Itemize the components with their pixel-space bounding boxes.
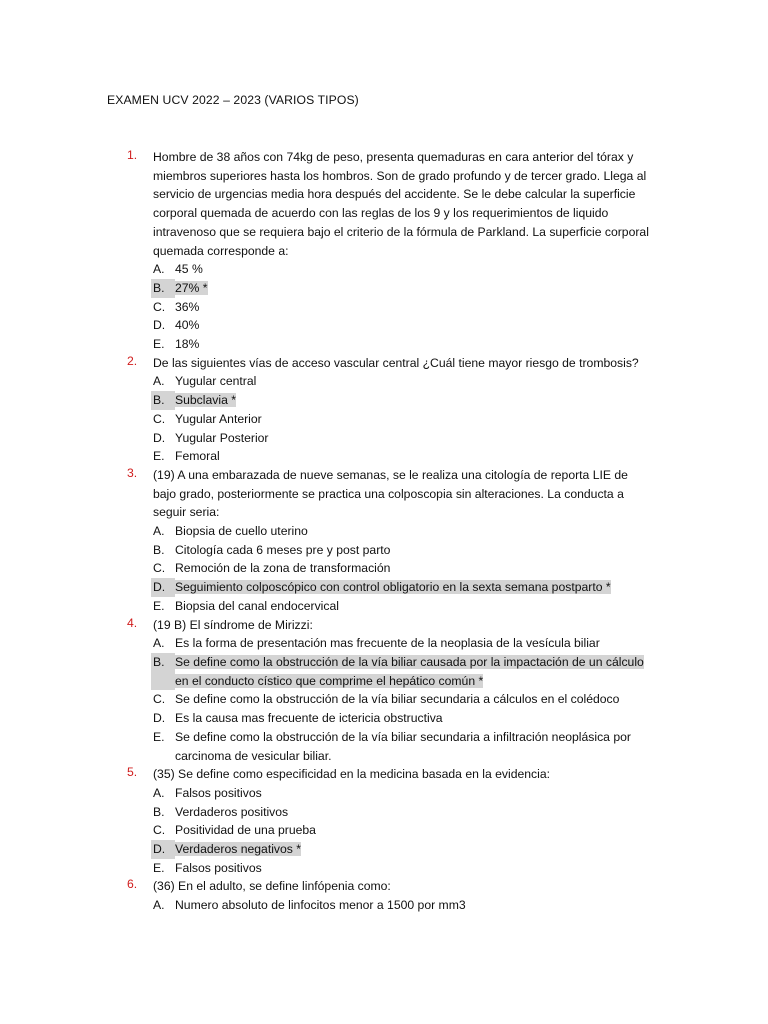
option-text: Falsos positivos [175, 785, 262, 800]
answer-option [151, 784, 768, 803]
document-title: EXAMEN UCV 2022 – 2023 (VARIOS TIPOS) [107, 93, 359, 107]
option-letter: A. [153, 636, 165, 651]
answer-option-correct [151, 840, 768, 859]
option-text: Se define como la obstrucción de la vía biliar secundaria a infiltración neoplásica por carcinoma de vesicular biliar. [175, 729, 631, 763]
option-list [0, 896, 768, 915]
question-text: (36) En el adulto, se define linfópenia como: [153, 879, 391, 894]
answer-option [151, 410, 768, 429]
answer-option [151, 429, 768, 448]
answer-option [151, 541, 768, 560]
answer-option [151, 559, 768, 578]
option-letter: E. [153, 860, 165, 875]
option-text: Biopsia del canal endocervical [175, 598, 339, 613]
question-text: Hombre de 38 años con 74kg de peso, presenta quemaduras en cara anterior del tórax y miembros superiores hasta los hombros. Son de grado profundo y de tercer grado. Llega al servicio de urgencias media hora después del accidente. Se le debe calcular la superficie corporal quemada de acuerdo con las reglas de los 9 y los requerimientos de liquido intravenoso que se requiera bajo el criterio de la fórmula de Parkland. La superficie corporal quemada corresponde a: [153, 150, 649, 258]
option-letter: C. [153, 299, 166, 314]
option-list [0, 634, 768, 765]
option-letter: D. [153, 318, 166, 333]
question-number: 1. [127, 148, 138, 162]
option-text: Subclavia * [175, 393, 236, 408]
answer-option [151, 260, 768, 279]
question-number: 6. [127, 877, 138, 892]
option-letter: D. [153, 430, 166, 445]
answer-option [151, 803, 768, 822]
option-letter: A. [153, 524, 165, 539]
option-letter: C. [153, 561, 166, 576]
option-text: Yugular Posterior [175, 430, 269, 445]
answer-option [151, 335, 768, 354]
option-text: Verdaderos positivos [175, 804, 289, 819]
question-text: (19) A una embarazada de nueve semanas, se le realiza una citología de reporta LIE de bajo grado, posteriormente se practica una colposcopia sin alteraciones. La conducta a seguir seria: [153, 467, 628, 520]
question-number: 5. [127, 765, 138, 780]
option-text: Yugular central [175, 374, 257, 389]
option-letter: C. [153, 823, 166, 838]
question-item [0, 877, 768, 914]
option-text: Se define como la obstrucción de la vía biliar causada por la impactación de un cálculo en el conducto cístico que comprime el hepático común * [175, 654, 644, 688]
answer-option [151, 372, 768, 391]
option-text: Yugular Anterior [175, 411, 262, 426]
answer-option-correct [151, 279, 768, 298]
option-text: Se define como la obstrucción de la vía biliar secundaria a cálculos en el colédoco [175, 692, 620, 707]
answer-option [151, 298, 768, 317]
option-letter: B. [151, 653, 175, 690]
option-letter: E. [153, 598, 165, 613]
option-text: Femoral [175, 449, 220, 464]
option-text: Es la causa mas frecuente de ictericia obstructiva [175, 711, 443, 726]
question-item [0, 616, 768, 766]
option-letter: E. [153, 449, 165, 464]
question-item [0, 466, 768, 616]
answer-option [151, 634, 768, 653]
option-letter: D. [153, 711, 166, 726]
answer-option [151, 859, 768, 878]
option-text: Es la forma de presentación mas frecuente de la neoplasia de la vesícula biliar [175, 636, 600, 651]
option-text: Citología cada 6 meses pre y post parto [175, 542, 391, 557]
option-letter: A. [153, 785, 165, 800]
option-text: Verdaderos negativos * [175, 842, 302, 857]
answer-option-correct [151, 391, 768, 410]
answer-option [151, 316, 768, 335]
answer-option-correct [151, 578, 768, 597]
answer-option [151, 728, 768, 765]
option-text: Seguimiento colposcópico con control obligatorio en la sexta semana postparto * [175, 580, 611, 595]
option-letter: D. [151, 840, 175, 859]
answer-option [151, 597, 768, 616]
option-letter: B. [153, 804, 165, 819]
question-list [0, 148, 768, 915]
option-text: Biopsia de cuello uterino [175, 524, 308, 539]
answer-option [151, 447, 768, 466]
question-item [0, 148, 768, 354]
option-list [0, 260, 768, 354]
answer-option [151, 522, 768, 541]
option-letter: A. [153, 898, 165, 913]
option-letter: C. [153, 692, 166, 707]
answer-option-correct [151, 653, 768, 690]
option-letter: E. [153, 729, 165, 744]
answer-option [151, 709, 768, 728]
option-letter: A. [153, 262, 165, 277]
question-item [0, 354, 768, 466]
question-text: (19 B) El síndrome de Mirizzi: [153, 617, 313, 632]
option-text: Remoción de la zona de transformación [175, 561, 391, 576]
answer-option [151, 821, 768, 840]
option-text: 18% [175, 337, 200, 352]
option-text: 27% * [175, 280, 208, 295]
option-letter: B. [151, 391, 175, 410]
option-list [0, 522, 768, 616]
option-text: Positividad de una prueba [175, 823, 316, 838]
option-text: Falsos positivos [175, 860, 262, 875]
option-letter: A. [153, 374, 165, 389]
option-list [0, 372, 768, 466]
option-letter: B. [151, 279, 175, 298]
question-text: (35) Se define como especificidad en la medicina basada en la evidencia: [153, 767, 551, 782]
option-text: 40% [175, 318, 200, 333]
question-number: 3. [127, 465, 138, 480]
option-text: 36% [175, 299, 200, 314]
option-list [0, 784, 768, 878]
option-text: Numero absoluto de linfocitos menor a 1500 por mm3 [175, 898, 466, 913]
question-item [0, 765, 768, 877]
option-letter: E. [153, 337, 165, 352]
option-text: 45 % [175, 262, 203, 277]
question-text: De las siguientes vías de acceso vascular central ¿Cuál tiene mayor riesgo de trombosis? [153, 355, 639, 370]
option-letter: C. [153, 411, 166, 426]
option-letter: B. [153, 542, 165, 557]
option-letter: D. [151, 578, 175, 597]
question-number: 4. [127, 615, 138, 630]
question-number: 2. [127, 353, 138, 368]
answer-option [151, 896, 768, 915]
answer-option [151, 690, 768, 709]
